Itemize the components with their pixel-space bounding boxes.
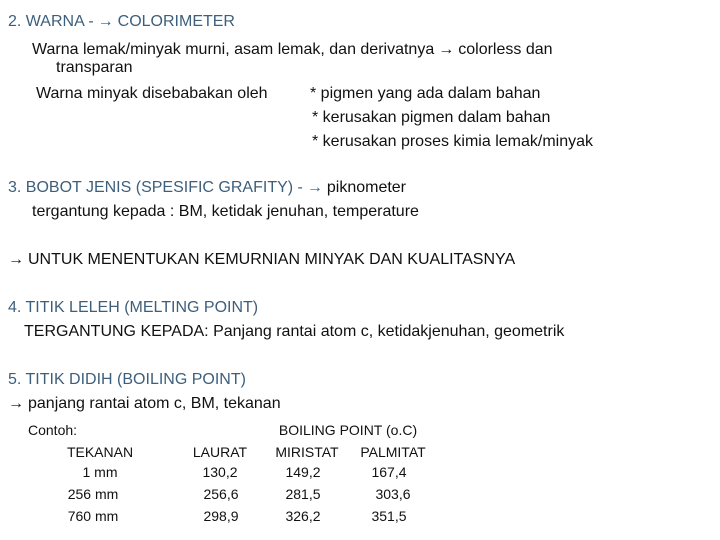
table-row-2-pressure: 256 mm — [67, 486, 119, 502]
section-2-line2-lead: Warna minyak disebabakan oleh — [36, 85, 268, 102]
section-2-bullet-2: * kerusakan pigmen dalam bahan — [312, 109, 551, 126]
section-2-bullet-1: * pigmen yang ada dalam bahan — [310, 85, 541, 102]
purpose-line: → UNTUK MENENTUKAN KEMURNIAN MINYAK DAN KUALITASNYA — [8, 251, 516, 268]
table-row-3-palmitat: 351,5 — [371, 508, 407, 524]
boiling-point-table — [0, 420, 720, 530]
table-row-3-miristat: 326,2 — [285, 508, 321, 524]
table-row-2-laurat: 256,6 — [203, 486, 239, 502]
arrow-right-icon: → — [306, 179, 323, 196]
table-row-1-palmitat: 167,4 — [371, 464, 407, 480]
table-header-tekanan: TEKANAN — [66, 444, 134, 460]
arrow-right-icon: → — [438, 41, 455, 58]
section-3-line1: tergantung kepada : BM, ketidak jenuhan, temperature — [32, 203, 419, 220]
section-5-heading: 5. TITIK DIDIH (BOILING POINT) — [8, 371, 246, 388]
arrow-right-icon: → — [8, 395, 24, 412]
table-row-1-laurat: 130,2 — [202, 464, 238, 480]
section-4-line1: TERGANTUNG KEPADA: Panjang rantai atom c, ketidakjenuhan, geometrik — [24, 323, 565, 340]
section-5-line1: → panjang rantai atom c, BM, tekanan — [8, 395, 281, 412]
table-header-miristat: MIRISTAT — [275, 444, 339, 460]
table-header-palmitat: PALMITAT — [360, 444, 426, 460]
table-row-2-palmitat: 303,6 — [375, 486, 411, 502]
section-2-bullet-3: * kerusakan proses kimia lemak/minyak — [312, 133, 593, 150]
section-2-heading: 2. WARNA - → COLORIMETER — [8, 13, 235, 30]
section-3-heading: 3. BOBOT JENIS (SPESIFIC GRAFITY) - → piknometer — [8, 179, 407, 196]
arrow-right-icon: → — [8, 251, 24, 268]
table-contoh-label: Contoh: — [28, 422, 78, 438]
section-2-line1: Warna lemak/minyak murni, asam lemak, dan derivatnya → colorless dan — [32, 41, 553, 58]
section-2-line1-cont: transparan — [56, 59, 133, 76]
arrow-right-icon: → — [97, 13, 114, 30]
table-header-laurat: LAURAT — [192, 444, 248, 460]
table-row-3-laurat: 298,9 — [203, 508, 239, 524]
table-row-1-miristat: 149,2 — [285, 464, 321, 480]
section-4-heading: 4. TITIK LELEH (MELTING POINT) — [8, 299, 259, 316]
table-group-header: BOILING POINT (o.C) — [278, 422, 418, 438]
table-row-1-pressure: 1 mm — [82, 464, 118, 480]
table-row-3-pressure: 760 mm — [67, 508, 119, 524]
table-row-2-miristat: 281,5 — [285, 486, 321, 502]
